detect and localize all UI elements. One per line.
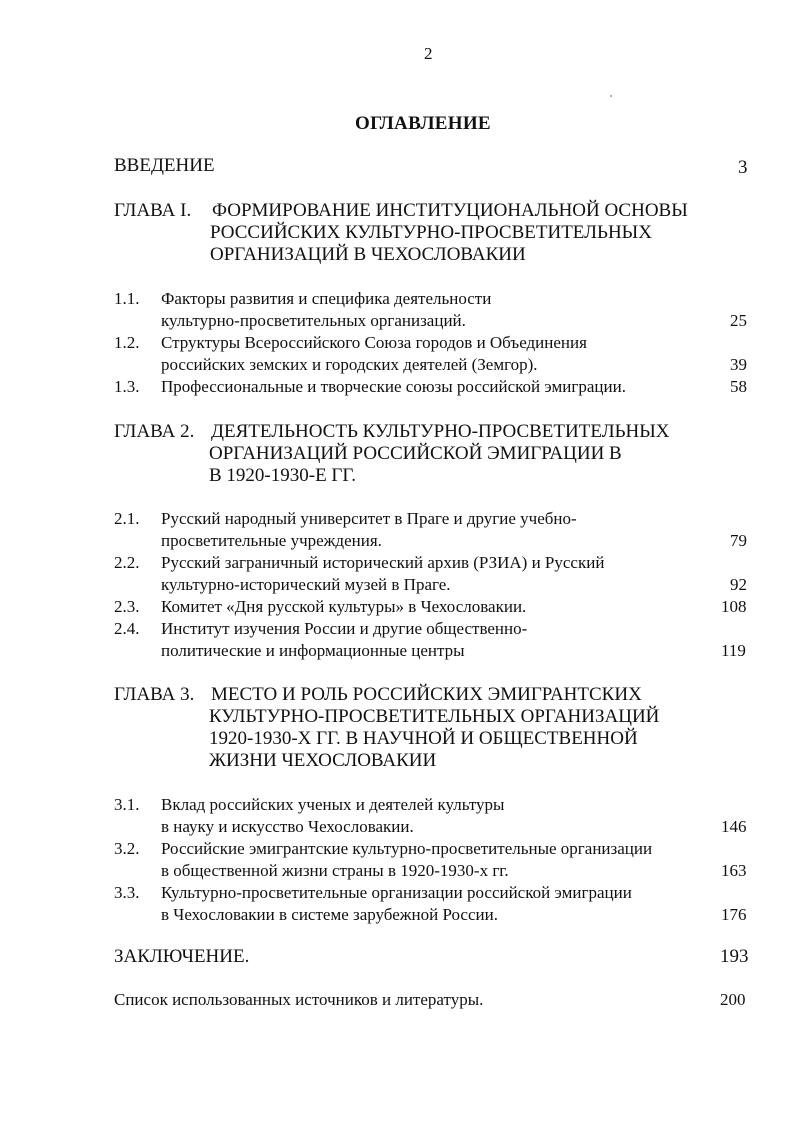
- toc-title: ОГЛАВЛЕНИЕ: [355, 113, 491, 134]
- chapter-1-title-line[interactable]: ФОРМИРОВАНИЕ ИНСТИТУЦИОНАЛЬНОЙ ОСНОВЫ: [212, 200, 688, 221]
- section-title-line[interactable]: в общественной жизни страны в 1920-1930-х гг.: [161, 861, 509, 880]
- section-title-line[interactable]: российских земских и городских деятелей (Земгор).: [161, 355, 538, 374]
- section-page: 79: [730, 531, 747, 550]
- section-title-line[interactable]: Факторы развития и специфика деятельности: [161, 289, 492, 308]
- toc-bibliography-label[interactable]: Список использованных источников и литературы.: [114, 990, 484, 1009]
- section-title-line[interactable]: культурно-просветительных организаций.: [161, 311, 466, 330]
- section-title-line[interactable]: просветительные учреждения.: [161, 531, 382, 550]
- section-page: 108: [721, 597, 747, 616]
- section-title-line[interactable]: культурно-исторический музей в Праге.: [161, 575, 451, 594]
- section-page: 163: [721, 861, 747, 880]
- chapter-3-title-line[interactable]: ЖИЗНИ ЧЕХОСЛОВАКИИ: [209, 750, 437, 771]
- section-number: 2.1.: [114, 509, 140, 528]
- section-page: 146: [721, 817, 747, 836]
- section-title-line[interactable]: Институт изучения России и другие общественно-: [161, 619, 528, 638]
- chapter-2-title-line[interactable]: ОРГАНИЗАЦИЙ РОССИЙСКОЙ ЭМИГРАЦИИ В: [209, 443, 622, 464]
- toc-intro-page: 3: [738, 157, 748, 178]
- toc-intro-label[interactable]: ВВЕДЕНИЕ: [114, 155, 215, 176]
- chapter-3-title-line[interactable]: КУЛЬТУРНО-ПРОСВЕТИТЕЛЬНЫХ ОРГАНИЗАЦИЙ: [209, 706, 660, 727]
- section-page: 39: [730, 355, 747, 374]
- page-number: 2: [424, 44, 433, 63]
- section-title-line[interactable]: Российские эмигрантские культурно-просветительные организации: [161, 839, 653, 858]
- chapter-2-title-line[interactable]: В 1920-1930-Е ГГ.: [209, 465, 357, 486]
- section-title-line[interactable]: Профессиональные и творческие союзы российской эмиграции.: [161, 377, 626, 396]
- section-number: 3.1.: [114, 795, 140, 814]
- section-number: 2.2.: [114, 553, 140, 572]
- section-number: 2.4.: [114, 619, 140, 638]
- section-title-line[interactable]: Русский заграничный исторический архив (РЗИА) и Русский: [161, 553, 605, 572]
- section-page: 25: [730, 311, 747, 330]
- section-number: 2.3.: [114, 597, 140, 616]
- toc-bibliography-page: 200: [720, 990, 746, 1009]
- section-title-line[interactable]: политические и информационные центры: [161, 641, 465, 660]
- section-number: 1.2.: [114, 333, 140, 352]
- section-page: 92: [730, 575, 747, 594]
- section-number: 3.2.: [114, 839, 140, 858]
- section-number: 1.3.: [114, 377, 140, 396]
- section-page: 58: [730, 377, 747, 396]
- chapter-2-title-line[interactable]: ДЕЯТЕЛЬНОСТЬ КУЛЬТУРНО-ПРОСВЕТИТЕЛЬНЫХ: [211, 421, 670, 442]
- section-title-line[interactable]: Русский народный университет в Праге и другие учебно-: [161, 509, 577, 528]
- section-title-line[interactable]: в науку и искусство Чехословакии.: [161, 817, 414, 836]
- toc-conclusion-page: 193: [720, 946, 749, 967]
- chapter-3-title-line[interactable]: МЕСТО И РОЛЬ РОССИЙСКИХ ЭМИГРАНТСКИХ: [211, 684, 642, 705]
- section-page: 119: [721, 641, 746, 660]
- chapter-2-label: ГЛАВА 2.: [114, 421, 195, 442]
- scan-speck: [610, 95, 612, 97]
- section-number: 1.1.: [114, 289, 140, 308]
- section-number: 3.3.: [114, 883, 140, 902]
- toc-conclusion-label[interactable]: ЗАКЛЮЧЕНИЕ.: [114, 946, 250, 967]
- section-title-line[interactable]: Вклад российских ученых и деятелей культуры: [161, 795, 505, 814]
- section-title-line[interactable]: Культурно-просветительные организации российской эмиграции: [161, 883, 632, 902]
- chapter-1-title-line[interactable]: РОССИЙСКИХ КУЛЬТУРНО-ПРОСВЕТИТЕЛЬНЫХ: [210, 222, 652, 243]
- chapter-3-label: ГЛАВА 3.: [114, 684, 195, 705]
- section-title-line[interactable]: в Чехословакии в системе зарубежной России.: [161, 905, 498, 924]
- section-page: 176: [721, 905, 747, 924]
- chapter-1-title-line[interactable]: ОРГАНИЗАЦИЙ В ЧЕХОСЛОВАКИИ: [210, 244, 526, 265]
- section-title-line[interactable]: Комитет «Дня русской культуры» в Чехословакии.: [161, 597, 527, 616]
- section-title-line[interactable]: Структуры Всероссийского Союза городов и Объединения: [161, 333, 587, 352]
- chapter-3-title-line[interactable]: 1920-1930-Х ГГ. В НАУЧНОЙ И ОБЩЕСТВЕННОЙ: [209, 728, 638, 749]
- chapter-1-label: ГЛАВА I.: [114, 200, 192, 221]
